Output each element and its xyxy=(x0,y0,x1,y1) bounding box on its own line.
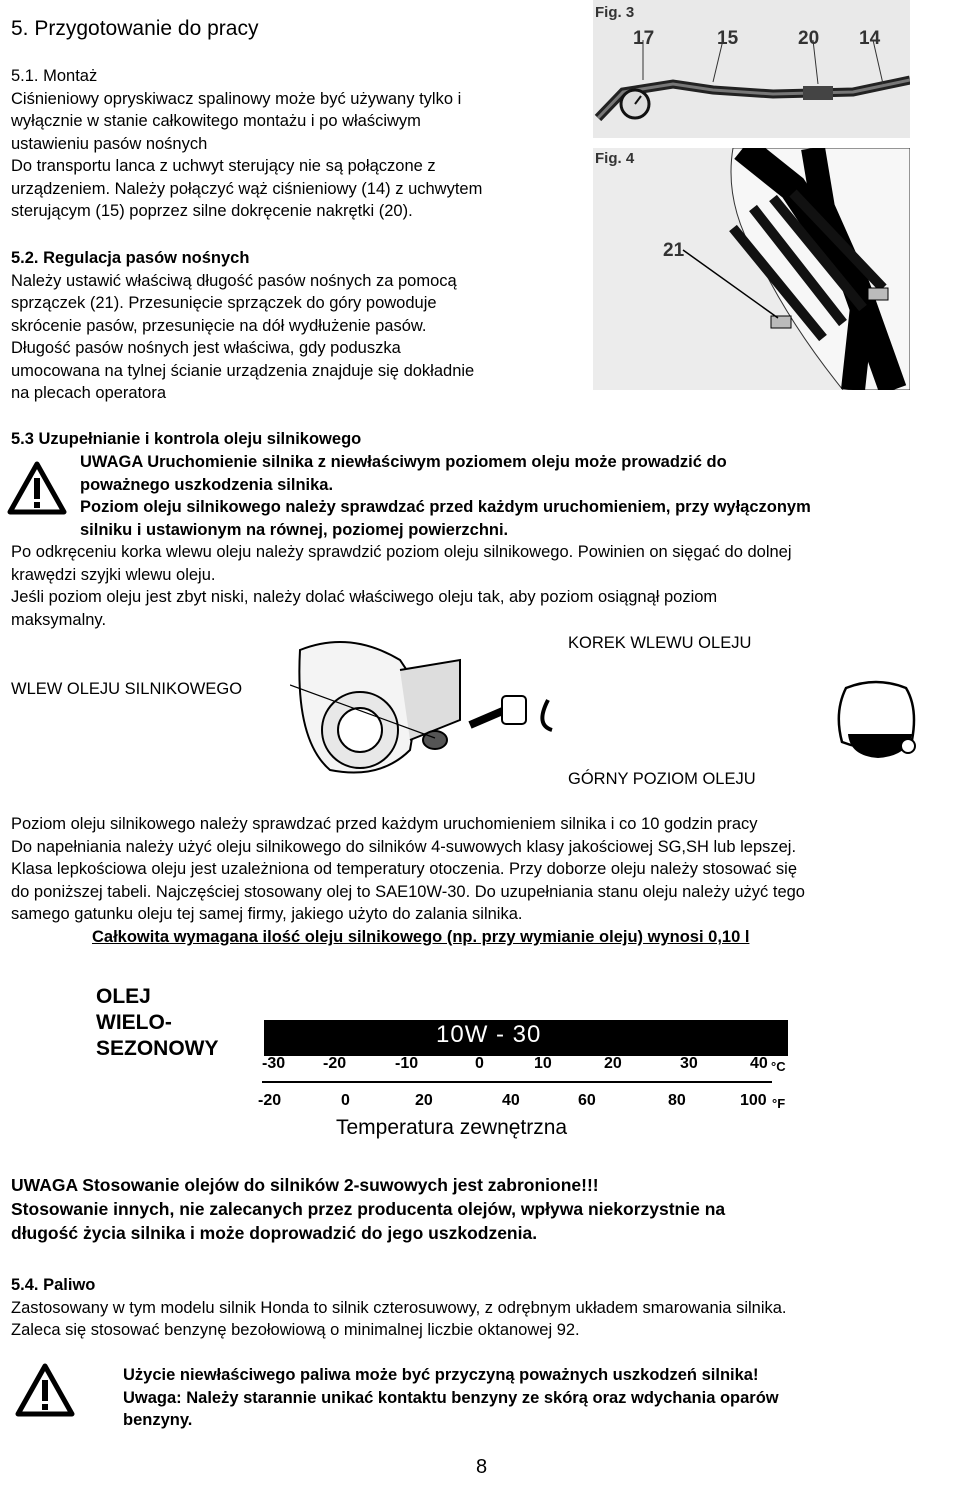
celsius-tick-label: -10 xyxy=(395,1055,419,1072)
fig-3-label: Fig. 3 xyxy=(595,4,635,21)
text-line: ustawieniu pasów nośnych xyxy=(11,134,208,153)
warning-line: Stosowanie innych, nie zalecanych przez producenta olejów, wpływa niekorzystnie na xyxy=(11,1199,726,1219)
oil-info xyxy=(11,813,805,926)
warning-line: poważnego uszkodzenia silnika. xyxy=(80,475,334,494)
celsius-tick-label: 20 xyxy=(604,1055,622,1072)
section-5-1 xyxy=(11,65,482,223)
fahrenheit-tick-label: 80 xyxy=(668,1092,686,1109)
text-line: Ciśnieniowy opryskiwacz spalinowy może być używany tylko i xyxy=(11,89,462,108)
oil-inlet-label: WLEW OLEJU SILNIKOWEGO xyxy=(11,680,243,698)
text-line: maksymalny. xyxy=(11,610,107,629)
text-line: do poniższej tabeli. Najczęściej stosowany olej to SAE10W-30. Do uzupełniania stanu oleju należy użyć tego xyxy=(11,882,805,901)
temperature-scale-line xyxy=(262,1081,772,1083)
page-number: 8 xyxy=(476,1456,488,1478)
warning-line: Użycie niewłaściwego paliwa może być przyczyną poważnych uszkodzeń silnika! xyxy=(123,1366,759,1384)
figure-3-lance xyxy=(593,0,910,138)
oil-grade-label: 10W - 30 xyxy=(436,1021,542,1048)
warning-line: benzyny. xyxy=(123,1411,193,1429)
text-line: Klasa lepkościowa oleju jest uzależniona od temperatury otoczenia. Przy doborze oleju należy stosować się xyxy=(11,860,798,878)
fuel-warning xyxy=(123,1364,779,1432)
text-line: Po odkręceniu korka wlewu oleju należy sprawdzić poziom oleju silnikowego. Powinien on sięgać do dolnej xyxy=(11,543,792,561)
figure-4-straps xyxy=(593,148,910,390)
fahrenheit-tick-label: 20 xyxy=(415,1092,433,1109)
callout-20: 20 xyxy=(798,28,820,49)
callout-14: 14 xyxy=(859,28,881,49)
text-line: Do napełniania należy użyć oleju silnikowego do silników 4-suwowych klasy jakościowej SG,SH lub lepszej. xyxy=(11,837,797,856)
fahrenheit-tick-label: 100 xyxy=(740,1092,767,1109)
engine-illustration xyxy=(290,630,570,790)
text-line: sprzączek (21). Przesunięcie sprzączek do góry powoduje xyxy=(11,294,437,312)
fahrenheit-tick-label: 60 xyxy=(578,1092,596,1109)
section-heading: 5. Przygotowanie do pracy xyxy=(11,17,259,40)
warning-triangle-icon xyxy=(14,1362,76,1418)
oil-check-text xyxy=(11,541,792,631)
celsius-tick-label: -20 xyxy=(323,1055,347,1072)
text-line: Poziom oleju silnikowego należy sprawdzać przed każdym uruchomieniem silnika i co 10 godzin pracy xyxy=(11,815,758,833)
section-5-4-title: 5.4. Paliwo xyxy=(11,1276,96,1294)
callout-15: 15 xyxy=(717,28,739,49)
oil-table-labels xyxy=(96,984,219,1062)
text-line: Jeśli poziom oleju jest zbyt niski, należy dolać właściwego oleju tak, aby poziom osiągnął poziom xyxy=(11,588,718,606)
text-line: Zastosowany w tym modelu silnik Honda to silnik czterosuwowy, z odrębnym układem smarowania silnika. xyxy=(11,1298,787,1317)
text-line: wyłącznie w stanie całkowitego montażu i po właściwym xyxy=(11,112,421,130)
lance-illustration xyxy=(593,0,910,138)
section-5-4 xyxy=(11,1274,787,1342)
warning-line: Poziom oleju silnikowego należy sprawdzać przed każdym uruchomieniem, przy wyłączonym xyxy=(80,498,811,516)
fig-4-label: Fig. 4 xyxy=(595,150,635,167)
oil-warning xyxy=(80,451,811,541)
celsius-tick-label: 0 xyxy=(475,1055,484,1072)
text-line: umocowana na tylnej ścianie urządzenia znajduje się dokładnie xyxy=(11,361,475,380)
fahrenheit-tick-label: 40 xyxy=(502,1092,520,1109)
callout-21: 21 xyxy=(663,240,685,261)
text-line: na plecach operatora xyxy=(11,384,167,402)
warning-line: silniku i ustawionym na równej, poziomej powierzchni. xyxy=(80,520,509,539)
oil-label: WIELO- xyxy=(96,1011,172,1034)
text-line: urządzeniem. Należy połączyć wąż ciśnieniowy (14) z uchwytem xyxy=(11,179,483,198)
text-line: sterującym (15) poprzez silne dokręcenie nakrętki (20). xyxy=(11,202,413,220)
oil-total-amount: Całkowita wymagana ilość oleju silnikowego (np. przy wymianie oleju) wynosi 0,10 l xyxy=(92,928,750,946)
fahrenheit-tick-label: 0 xyxy=(341,1092,350,1109)
temperature-caption: Temperatura zewnętrzna xyxy=(336,1116,568,1139)
warning-line: UWAGA Stosowanie olejów do silników 2-suwowych jest zabronione!!! xyxy=(11,1175,599,1195)
text-line: samego gatunku oleju tej samej firmy, jakiego użyto do zalania silnika. xyxy=(11,905,523,923)
oil-label: SEZONOWY xyxy=(96,1037,219,1060)
celsius-tick-label: 30 xyxy=(680,1055,698,1072)
oil-label: OLEJ xyxy=(96,985,151,1008)
upper-oil-level-label: GÓRNY POZIOM OLEJU xyxy=(568,770,756,788)
fahrenheit-unit: °F xyxy=(772,1096,786,1111)
warning-line: UWAGA Uruchomienie silnika z niewłaściwym poziomem oleju może prowadzić do xyxy=(80,453,727,471)
fahrenheit-tick-label: -20 xyxy=(258,1092,282,1109)
callout-17: 17 xyxy=(633,28,655,49)
two-stroke-warning xyxy=(11,1173,725,1245)
text-line: krawędzi szyjki wlewu oleju. xyxy=(11,565,216,584)
warning-line: długość życia silnika i może doprowadzić do jego uszkodzenia. xyxy=(11,1223,538,1243)
warning-triangle-icon xyxy=(6,460,68,516)
section-5-1-title: 5.1. Montaż xyxy=(11,67,98,85)
oil-cap-label: KOREK WLEWU OLEJU xyxy=(568,634,752,652)
text-line: Zaleca się stosować benzynę bezołowiową o minimalnej liczbie oktanowej 92. xyxy=(11,1321,580,1339)
section-5-3-title: 5.3 Uzupełnianie i kontrola oleju silnikowego xyxy=(11,430,362,448)
text-line: Do transportu lanca z uchwyt sterujący nie są połączone z xyxy=(11,157,436,175)
straps-illustration xyxy=(593,148,910,390)
text-line: Należy ustawić właściwą długość pasów nośnych za pomocą xyxy=(11,271,457,290)
warning-line: Uwaga: Należy starannie unikać kontaktu benzyny ze skórą oraz wdychania oparów xyxy=(123,1388,779,1407)
section-5-2 xyxy=(11,247,474,405)
celsius-unit: °C xyxy=(771,1059,786,1074)
celsius-tick-label: 10 xyxy=(534,1055,552,1072)
oil-level-illustration xyxy=(828,660,924,770)
text-line: skrócenie pasów, przesunięcie na dół wydłużenie pasów. xyxy=(11,316,427,335)
celsius-tick-label: -30 xyxy=(262,1055,286,1072)
celsius-tick-label: 40 xyxy=(750,1055,768,1072)
section-5-2-title: 5.2. Regulacja pasów nośnych xyxy=(11,249,250,267)
text-line: Długość pasów nośnych jest właściwa, gdy poduszka xyxy=(11,339,401,357)
